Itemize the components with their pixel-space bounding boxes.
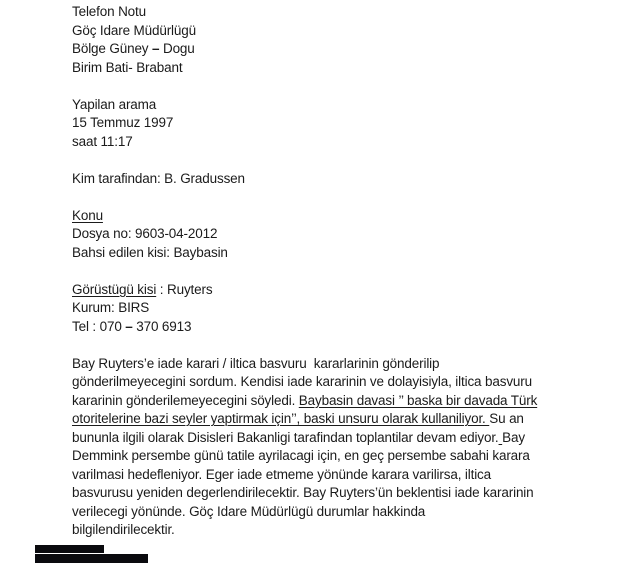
text-segment: 370 6913 [132, 318, 192, 334]
doc-line [72, 59, 617, 78]
text-segment: – [125, 318, 133, 334]
redaction-bar-1 [35, 545, 104, 553]
doc-line [72, 40, 617, 59]
text-segment: saat 11:17 [72, 133, 133, 149]
doc-line [72, 392, 617, 411]
doc-line [72, 336, 617, 355]
doc-line [72, 244, 617, 263]
text-segment: Bölge Güney [72, 41, 153, 56]
doc-line [72, 262, 617, 281]
text-segment: Telefon Notu [72, 4, 146, 19]
doc-line [72, 373, 617, 392]
doc-line [72, 281, 617, 300]
text-segment: – [152, 41, 160, 56]
underlined-text: otoritelerine bazi seyler yaptirmak için’’, baski unsuru olarak kullaniliyor. [72, 411, 490, 426]
text-segment: Yapilan arama [72, 96, 157, 112]
doc-line [72, 114, 617, 133]
text-segment: Bahsi edilen kisi: Baybasin [72, 244, 228, 260]
doc-line [72, 225, 617, 244]
text-segment: 15 Temmuz 1997 [72, 115, 174, 130]
doc-line [72, 447, 617, 466]
doc-line [72, 3, 617, 22]
doc-line [72, 484, 617, 503]
doc-line [72, 410, 617, 429]
doc-line [72, 188, 617, 207]
underlined-text: Görüstügü kisi [72, 281, 157, 297]
doc-line [72, 77, 617, 96]
document-lines [72, 3, 617, 540]
doc-line [72, 170, 617, 189]
text-segment: Dogu [159, 41, 195, 56]
doc-line [72, 22, 617, 41]
text-segment: Su an [489, 411, 524, 426]
doc-line [72, 503, 617, 522]
text-segment: Birim Bati- Brabant [72, 59, 183, 75]
text-segment: Göç Idare Müdürlügü [72, 22, 196, 38]
underlined-text: Konu [72, 207, 103, 223]
doc-line [72, 466, 617, 485]
text-segment: Bay Ruyters’e iade karari / iltica basvuru kararlarinin gönderilip [72, 355, 440, 371]
doc-line [72, 133, 617, 152]
text-segment: basvurusu yeniden degerlendirilecektir. Bay Ruyters’ün beklentisi iade kararinin [72, 485, 534, 500]
text-segment: Dosya no: 9603-04-2012 [72, 226, 218, 241]
text-segment: Bay [502, 429, 525, 445]
underlined-text: Baybasin davasi ’’ baska bir davada Türk [298, 392, 538, 408]
text-segment: bilgilendirilecektir. [72, 522, 175, 537]
text-segment: gönderilmeyecegini sordum. Kendisi iade kararinin ve dolayisiyla, iltica basvuru [72, 374, 532, 389]
text-segment: varilmasi hedefleniyor. Eger iade etmeme yönünde karara varilirsa, iltica [72, 466, 492, 482]
doc-line [72, 299, 617, 318]
doc-line [72, 207, 617, 226]
doc-line [72, 318, 617, 337]
redaction-bar-2 [35, 554, 148, 563]
doc-line [72, 521, 617, 540]
text-segment: Tel : 070 [72, 318, 126, 334]
doc-line [72, 355, 617, 374]
doc-line [72, 429, 617, 448]
doc-line [72, 151, 617, 170]
text-segment: : Ruyters [156, 281, 213, 297]
text-segment: Kim tarafindan: B. Gradussen [72, 170, 245, 186]
text-segment: Demmink persembe günü tatile ayrilacagi için, en geç persembe sabahi karara [72, 448, 530, 463]
doc-line [72, 96, 617, 115]
text-segment: kararinin gönderilemeyecegini söyledi. [72, 392, 299, 408]
text-segment: bununla ilgili olarak Disisleri Bakanligi tarafindan toplantilar devam ediyor. [72, 429, 499, 445]
text-segment: verilecegi yönünde. Göç Idare Müdürlügü durumlar hakkinda [72, 503, 426, 519]
text-segment: Kurum: BIRS [72, 300, 150, 315]
